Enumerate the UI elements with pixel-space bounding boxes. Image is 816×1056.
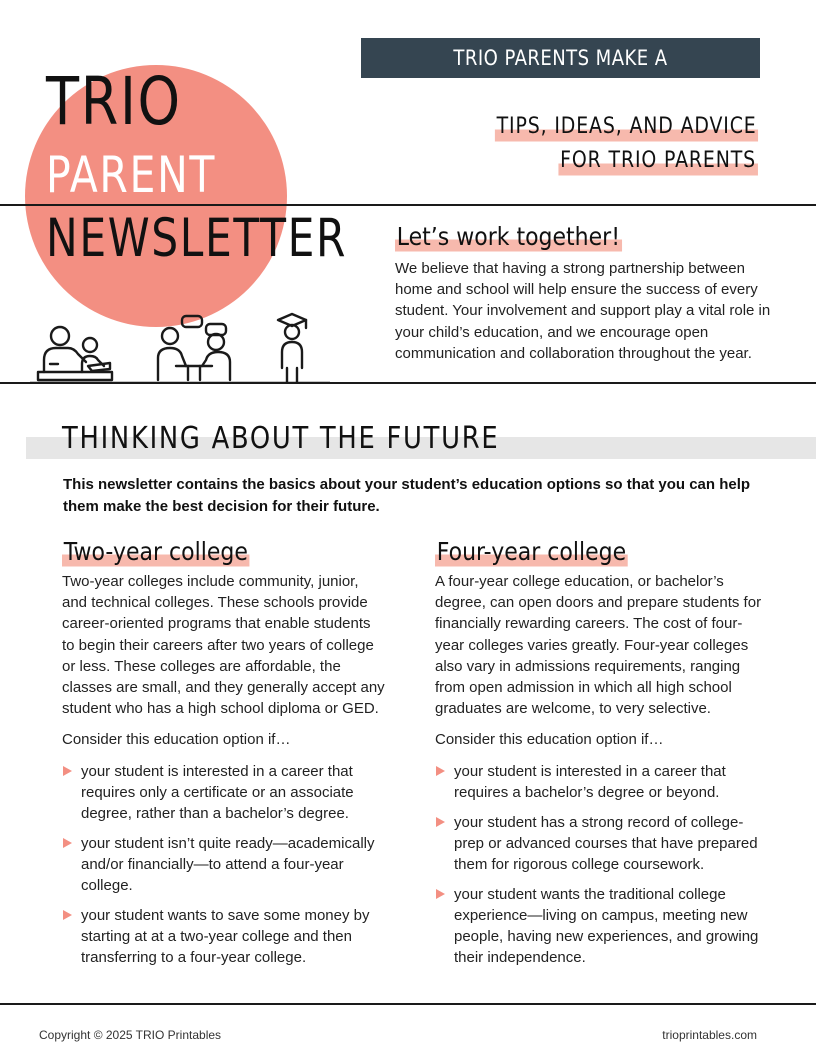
family-conversation-icon: [158, 316, 230, 380]
four-year-heading-text: Four-year college: [435, 535, 628, 569]
tips-line-1: TIPS, IDEAS, AND ADVICE: [495, 110, 758, 144]
two-year-column: [62, 535, 387, 977]
title-parent: PARENT: [46, 146, 217, 204]
list-item: [435, 884, 770, 968]
bullet-arrow-icon: [436, 889, 445, 899]
bullet-arrow-icon: [63, 766, 72, 776]
together-body: We believe that having a strong partnership between home and school will help ensure the success of every student. Your involvement and support play a vital role in your child’s education, and we encourage open communication and collaboration throughout the year.: [395, 260, 771, 362]
together-heading-text: Let’s work together!: [395, 220, 622, 254]
banner-text: TRIO PARENTS MAKE A DIFFERENCE!: [453, 46, 668, 110]
bullet-arrow-icon: [436, 817, 445, 827]
list-item: [62, 761, 387, 824]
title-newsletter: NEWSLETTER: [46, 208, 348, 269]
four-year-heading: [435, 535, 770, 569]
bullet-text: your student is interested in a career that requires a bachelor’s degree or beyond.: [454, 762, 726, 801]
four-year-column: [435, 535, 770, 977]
four-year-consider: Consider this education option if…: [435, 731, 664, 749]
bullet-arrow-icon: [436, 766, 445, 776]
footer-copyright: Copyright © 2025 TRIO Printables: [39, 1028, 222, 1042]
section-title: THINKING ABOUT THE FUTURE: [62, 421, 500, 456]
bullet-text: your student isn’t quite ready—academically and/or financially—to attend a four-year college.: [81, 834, 375, 894]
four-year-body: A four-year college education, or bachelor’s degree, can open doors and prepare students for financially rewarding careers. The cost of four-year colleges varies greatly. Four-year colleges also vary in admissions requirements, ranging from open admission in which all high school graduates are welcome, to very selective.: [435, 573, 762, 718]
banner: [361, 38, 760, 110]
two-year-bullets: [62, 761, 387, 968]
bullet-text: your student has a strong record of college-prep or advanced courses that have prepared them for rigorous college coursework.: [454, 813, 758, 873]
divider-bottom: [0, 1003, 816, 1005]
list-item: [435, 761, 770, 803]
four-year-bullets: [435, 761, 770, 968]
bullet-text: your student wants to save some money by starting at at a two-year college and then transferring to a four-year college.: [81, 906, 370, 966]
tips-subtitle: [452, 110, 758, 178]
list-item: [62, 905, 387, 968]
list-item: [435, 812, 770, 875]
together-heading: [395, 220, 653, 254]
bullet-arrow-icon: [63, 910, 72, 920]
section-intro: This newsletter contains the basics about your student’s education options so that you can help them make the best decision for their future.: [63, 476, 751, 515]
parent-child-reading-icon: [38, 327, 112, 380]
two-year-heading-text: Two-year college: [62, 535, 250, 569]
illustrations: [30, 308, 330, 384]
footer-site-link[interactable]: trioprintables.com: [662, 1028, 757, 1042]
two-year-heading: [62, 535, 387, 569]
divider-top: [0, 204, 816, 206]
tips-line-2: FOR TRIO PARENTS: [559, 144, 758, 178]
bullet-arrow-icon: [63, 838, 72, 848]
list-item: [62, 833, 387, 896]
two-year-body: Two-year colleges include community, junior, and technical colleges. These schools provide career-oriented programs that enable students to begin their careers after two years of college or less. These colleges are affordable, the classes are small, and they generally accept any student who has a high school diploma or GED.: [62, 573, 385, 718]
bullet-text: your student wants the traditional college experience—living on campus, meeting new people, having new experiences, and growing their independence.: [454, 885, 759, 966]
bullet-text: your student is interested in a career that requires only a certificate or an associate degree, rather than a bachelor’s degree.: [81, 762, 354, 822]
graduate-icon: [278, 314, 306, 384]
two-year-consider: Consider this education option if…: [62, 731, 291, 749]
title-trio: TRIO: [46, 63, 182, 140]
